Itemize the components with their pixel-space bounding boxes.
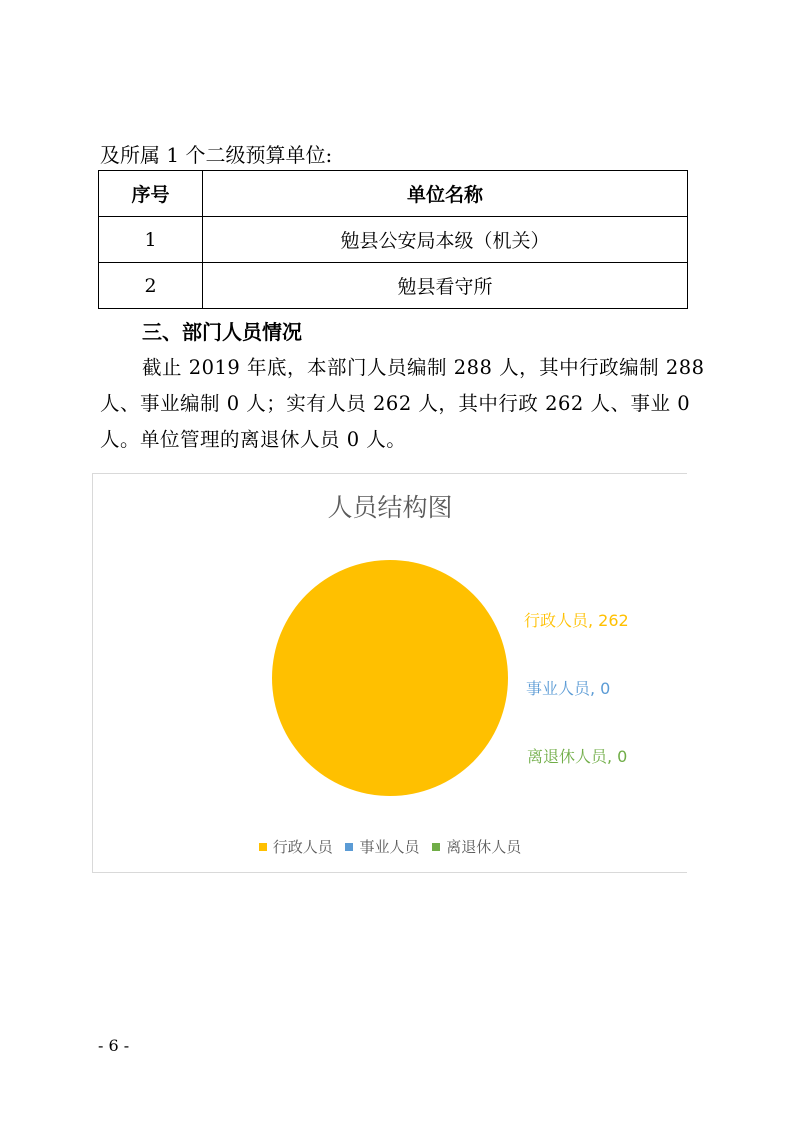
row-unit-name: 勉县公安局本级（机关） bbox=[203, 217, 688, 263]
legend-label: 事业人员 bbox=[359, 838, 420, 856]
personnel-pie-chart bbox=[92, 473, 687, 873]
row-index: 1 bbox=[99, 217, 203, 263]
table-header-row bbox=[99, 171, 688, 217]
legend-entry bbox=[259, 836, 333, 857]
row-index: 2 bbox=[99, 263, 203, 309]
paragraph-line: 截止 2019 年底，本部门人员编制 288 人，其中行政编制 288 bbox=[142, 356, 705, 379]
data-label-3: 离退休人员, 0 bbox=[527, 747, 628, 766]
pie-canvas bbox=[93, 474, 687, 872]
legend-entry bbox=[432, 836, 521, 857]
legend-swatch bbox=[345, 843, 353, 851]
legend-swatch bbox=[432, 843, 440, 851]
legend-label: 行政人员 bbox=[272, 838, 333, 856]
legend-label: 离退休人员 bbox=[446, 838, 522, 856]
table-row bbox=[99, 217, 688, 263]
paragraph-line: 人。单位管理的离退休人员 0 人。 bbox=[100, 428, 407, 451]
row-unit-name: 勉县看守所 bbox=[203, 263, 688, 309]
pie-slice-1 bbox=[272, 560, 508, 796]
table-row bbox=[99, 263, 688, 309]
page-number: - 6 - bbox=[98, 1036, 130, 1055]
data-label-2: 事业人员, 0 bbox=[526, 679, 611, 698]
header-unit-name: 单位名称 bbox=[203, 171, 688, 217]
section-heading: 三、部门人员情况 bbox=[142, 320, 302, 344]
chart-title: 人员结构图 bbox=[327, 493, 453, 522]
paragraph-line: 人、事业编制 0 人；实有人员 262 人，其中行政 262 人、事业 0 bbox=[100, 392, 691, 415]
header-index: 序号 bbox=[99, 171, 203, 217]
data-label-1: 行政人员, 262 bbox=[524, 611, 629, 630]
legend-swatch bbox=[259, 843, 267, 851]
budget-units-table bbox=[98, 170, 688, 309]
legend-entry bbox=[345, 836, 419, 857]
intro-line: 及所属 1 个二级预算单位: bbox=[100, 143, 333, 167]
personnel-paragraph bbox=[100, 350, 705, 458]
chart-legend bbox=[93, 836, 687, 857]
